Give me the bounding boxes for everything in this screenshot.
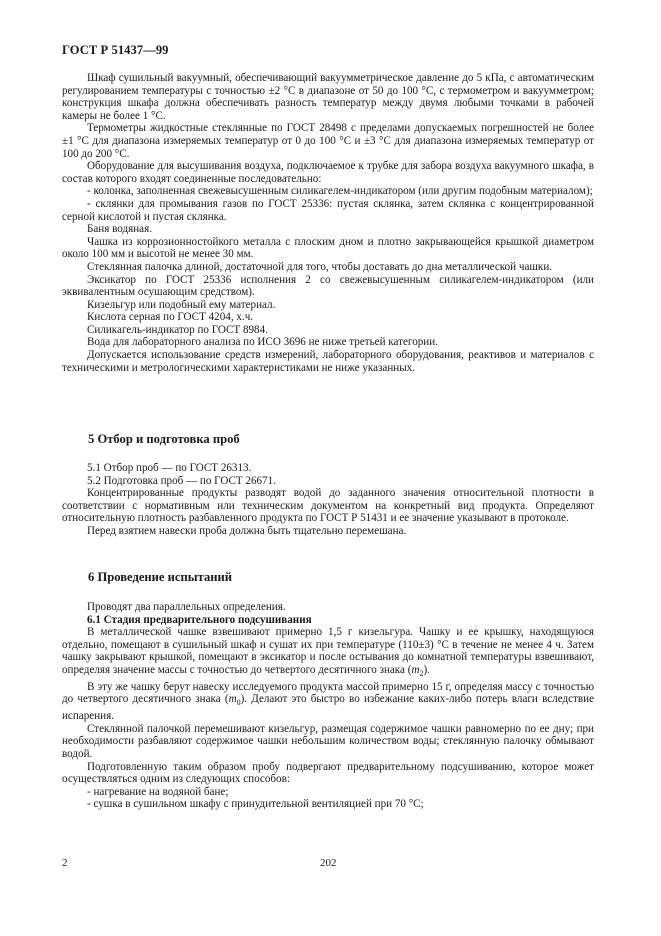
paragraph: Проводят два параллельных определения. bbox=[87, 601, 286, 613]
paragraph: Кизельгур или подобный ему материал. bbox=[87, 298, 276, 311]
paragraph: Баня водяная. bbox=[87, 223, 152, 236]
section-5-body bbox=[62, 462, 594, 538]
section-6-title: 6 Проведение испытаний bbox=[88, 570, 233, 584]
section-5-title: 5 Отбор и подготовка проб bbox=[88, 432, 240, 446]
paragraph: Силикагель-индикатор по ГОСТ 8984. bbox=[87, 323, 268, 336]
paragraph: Эксикатор по ГОСТ 25336 исполнения 2 со свежевысушенным силикагелем-индикатором (или эквивалентным осушающим средством). bbox=[62, 273, 594, 299]
paragraph: Оборудование для высушивания воздуха, подключаемое к трубке для забора воздуха вакуумного шкафа, в состав которого входят соединенные последовательно: bbox=[62, 160, 594, 185]
paragraph: - нагревание на водяной бане; bbox=[87, 785, 229, 798]
section-6-body bbox=[62, 601, 594, 811]
paragraph: Кислота серная по ГОСТ 4204, х.ч. bbox=[87, 311, 254, 324]
paragraph: Чашка из коррозионностойкого металла с плоским дном и плотно закрывающейся крышкой диаметром около 100 мм и высотой не менее 30 мм. bbox=[62, 235, 594, 261]
paragraph: Стеклянной палочкой перемешивают кизельгур, размещая содержимое чашки равномерно по ее дну; при необходимости разбавляют содержимое чашки небольшим количеством воды; стеклянную палочку обмывают водой. bbox=[62, 722, 594, 760]
paragraph: Подготовленную таким образом пробу подвергают предварительному подсушиванию, которое может осуществляться одним из следующих способов: bbox=[62, 760, 594, 786]
document-header: ГОСТ Р 51437—99 bbox=[62, 43, 169, 57]
subsection-title: 6.1 Стадия предварительного подсушивания bbox=[87, 613, 312, 626]
page-number-left: 2 bbox=[62, 857, 68, 869]
paragraph: Термометры жидкостные стеклянные по ГОСТ 28498 с пределами допускаемых погрешностей не более ±1 °С для диапазона измеряемых температур от 0 до 100 °С и ±3 °С для диапазона измеряемых температур от 100 до 200 °С. bbox=[62, 122, 594, 160]
paragraph: Перед взятием навески проба должна быть тщательно перемешана. bbox=[87, 524, 407, 537]
paragraph: В эту же чашку берут навеску исследуемого продукта массой примерно 15 г, определяя массу с точностью до четвертого десятичного знака $(m_0)$. Делают это быстро во избежание каких-либо потерь влаги вследствие испарения. bbox=[62, 680, 594, 723]
paragraph: Допускается использование средств измерений, лабораторного оборудования, реактивов и материалов с техническими и метрологическими характеристиками не ниже указанных. bbox=[62, 349, 594, 374]
equipment-list bbox=[62, 72, 594, 374]
paragraph: 5.1 Отбор проб — по ГОСТ 26313. bbox=[87, 462, 252, 474]
paragraph: В металлической чашке взвешивают примерно 1,5 г кизельгура. Чашку и ее крышку, находящуюся отдельно, помещают в сушильный шкаф и сушат их при температуре (110±3) °С в течение не менее 4 ч. Затем чашку закрывают крышкой, помещают в эксикатор и после остывания до комнатной температуры взвешивают, определяя значение массы с точностью до четвертого десятичного знака $(m_2)$. bbox=[62, 626, 594, 679]
paragraph: - склянки для промывания газов по ГОСТ 25336: пустая склянка, затем склянка с концентрированной серной кислотой и пустая склянка. bbox=[62, 197, 594, 223]
paragraph: 5.2 Подготовка проб — по ГОСТ 26671. bbox=[87, 474, 276, 487]
paragraph: - сушка в сушильном шкафу с принудительной вентиляцией при 70 °С; bbox=[87, 798, 424, 811]
paragraph: Стеклянная палочка длиной, достаточной для того, чтобы доставать до дна металлической чашки. bbox=[87, 260, 553, 273]
paragraph: Шкаф сушильный вакуумный, обеспечивающий вакуумметрическое давление до 5 кПа, с автоматическим регулированием температуры с точностью ±2 °С в диапазоне от 50 до 100 °С, с термометром и вакуумметром; конструкция шкафа должна обеспечивать разность температур между двумя любыми точками в рабочей камеры не более 1 °С. bbox=[62, 72, 594, 122]
page-number-center: 202 bbox=[320, 857, 337, 869]
paragraph: - колонка, заполненная свежевысушенным силикагелем-индикатором (или другим подобным материалом); bbox=[87, 185, 593, 198]
paragraph: Концентрированные продукты разводят водой до заданного значения относительной плотности в соответствии с нормативным или техническим документом на конкретный вид продукта. Определяют относительную плотность разбавленного продукта по ГОСТ Р 51431 и ее значение указывают в протоколе. bbox=[62, 487, 594, 525]
paragraph: Вода для лабораторного анализа по ИСО 3696 не ниже третьей категории. bbox=[87, 336, 438, 349]
